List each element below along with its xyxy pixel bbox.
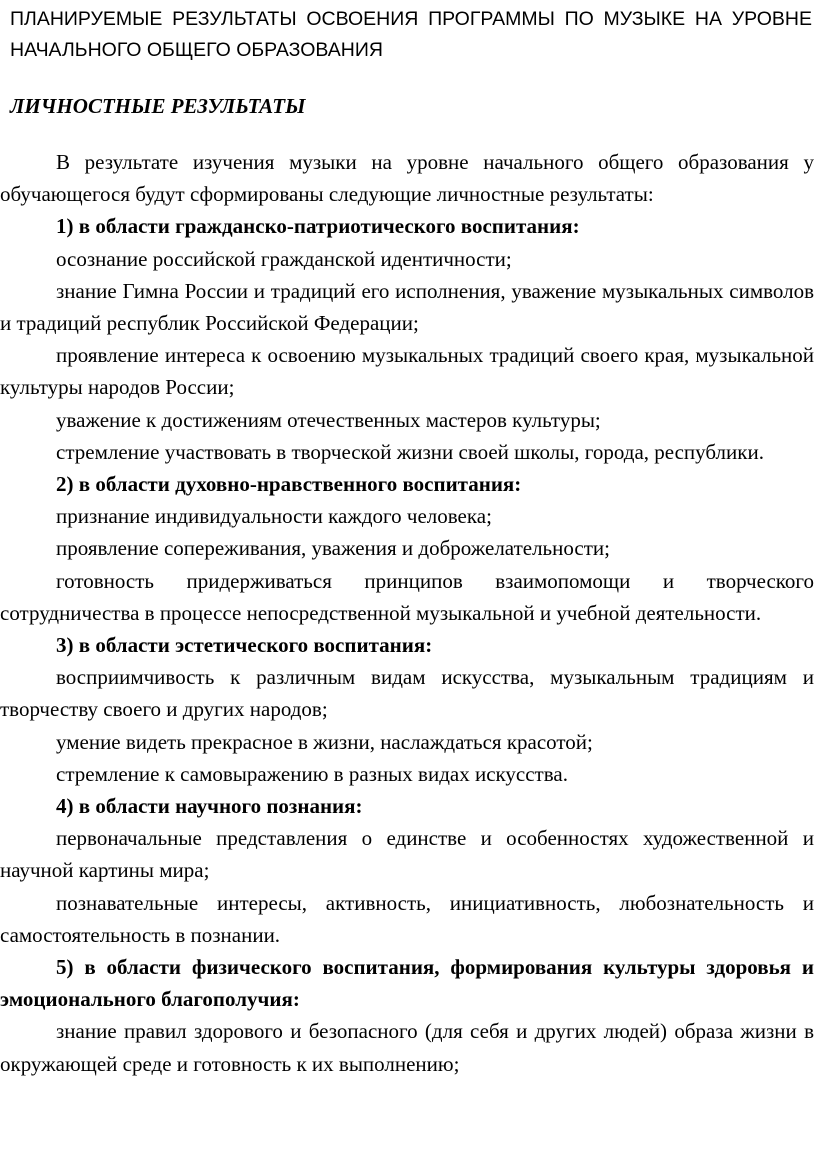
list-item: осознание российской гражданской идентичности; [56, 246, 512, 271]
list-item: стремление к самовыражению в разных видах искусства. [56, 761, 568, 786]
group-heading-moral: 2) в области духовно-нравственного воспитания: [56, 472, 522, 497]
section-heading: ЛИЧНОСТНЫЕ РЕЗУЛЬТАТЫ [10, 94, 306, 118]
group-heading-civic: 1) в области гражданско-патриотического воспитания: [56, 214, 580, 239]
group-heading-science: 4) в области научного познания: [56, 794, 363, 819]
list-item: уважение к достижениям отечественных мастеров культуры; [56, 407, 601, 432]
intro-paragraph: В результате изучения музыки на уровне начального общего образования у обучающегося будут сформированы следующие личностные результаты: [0, 150, 814, 207]
list-item: признание индивидуальности каждого человека; [56, 504, 492, 529]
list-item: проявление сопереживания, уважения и доброжелательности; [56, 536, 610, 561]
group-heading-physical: 5) в области физического воспитания, формирования культуры здоровья и эмоционального благополучия: [0, 955, 814, 1012]
document-body [0, 146, 814, 1080]
page-title: ПЛАНИРУЕМЫЕ РЕЗУЛЬТАТЫ ОСВОЕНИЯ ПРОГРАММЫ ПО МУЗЫКЕ НА УРОВНЕ НАЧАЛЬНОГО ОБЩЕГО ОБРАЗОВАНИЯ [10, 8, 812, 61]
list-item: познавательные интересы, активность, инициативность, любознательность и самостоятельность в познании. [0, 890, 814, 947]
list-item: стремление участвовать в творческой жизни своей школы, города, республики. [56, 439, 764, 464]
list-item: знание Гимна России и традиций его исполнения, уважение музыкальных символов и традиций республик Российской Федерации; [0, 278, 814, 336]
list-item: знание правил здорового и безопасного (для себя и других людей) образа жизни в окружающей среде и готовность к их выполнению; [0, 1019, 814, 1076]
group-heading-aesthetic: 3) в области эстетического воспитания: [56, 633, 433, 658]
list-item: проявление интереса к освоению музыкальных традиций своего края, музыкальной культуры народов России; [0, 343, 814, 400]
list-item: восприимчивость к различным видам искусства, музыкальным традициям и творчеству своего и других народов; [0, 665, 814, 722]
list-item: умение видеть прекрасное в жизни, наслаждаться красотой; [56, 729, 593, 754]
list-item: готовность придерживаться принципов взаимопомощи и творческого сотрудничества в процессе непосредственной музыкальной и учебной деятельности. [0, 568, 814, 625]
list-item: первоначальные представления о единстве и особенностях художественной и научной картины мира; [0, 826, 814, 883]
